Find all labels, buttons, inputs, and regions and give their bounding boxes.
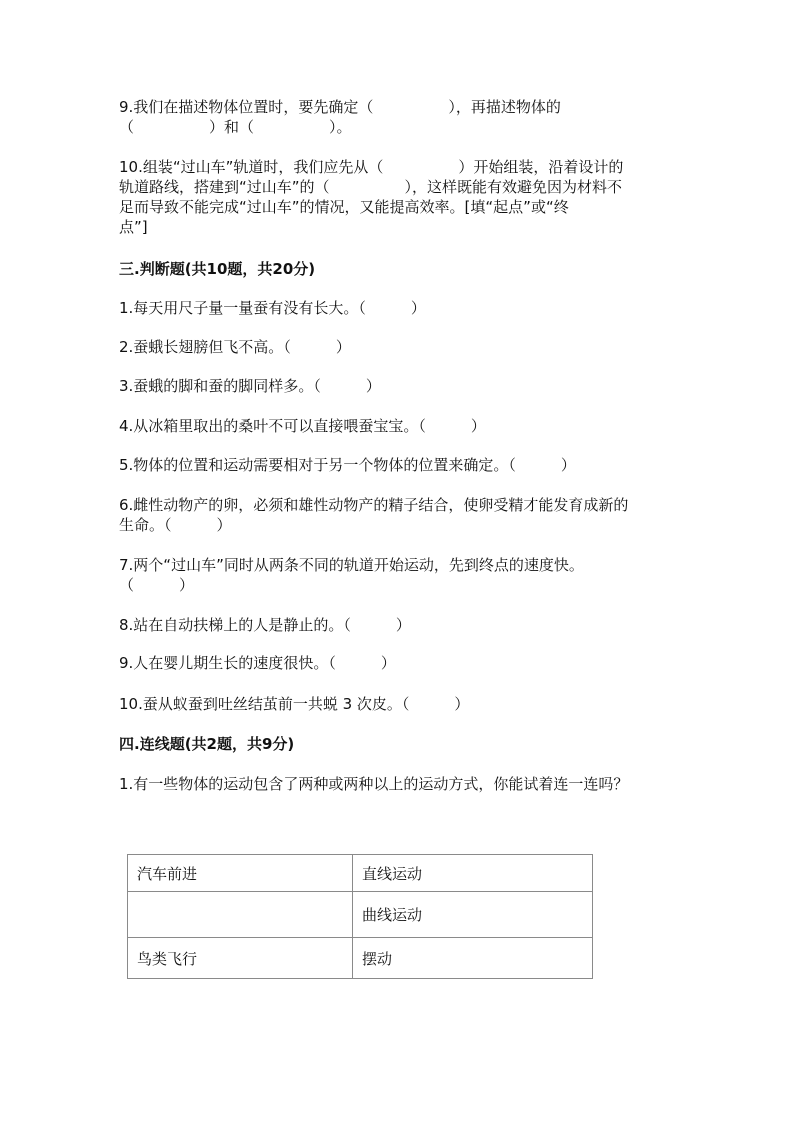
tf-question-3: 3.蚕蛾的脚和蚕的脚同样多。（ ）: [119, 377, 381, 395]
matching-table: [127, 854, 593, 979]
table-row: [128, 938, 593, 979]
table-cell: 鸟类飞行: [128, 938, 353, 979]
question-text-line: 足而导致不能完成“过山车”的情况，又能提高效率。[填“起点”或“终: [119, 198, 569, 216]
question-10-fill-in: [119, 157, 679, 237]
tf-question-4: 4.从冰箱里取出的桑叶不可以直接喂蚕宝宝。（ ）: [119, 417, 486, 435]
section-4-heading: 四.连线题(共2题，共9分): [119, 735, 295, 753]
tf-question-8: 8.站在自动扶梯上的人是静止的。（ ）: [119, 616, 411, 634]
tf-question-10: 10.蚕从蚁蚕到吐丝结茧前一共蜕 3 次皮。（ ）: [119, 695, 470, 713]
question-text-line: 轨道路线，搭建到“过山车”的（ ），这样既能有效避免因为材料不: [119, 178, 623, 196]
question-text-line: 7.两个“过山车”同时从两条不同的轨道开始运动，先到终点的速度快。: [119, 556, 584, 574]
question-text-line: （ ）: [119, 576, 195, 594]
tf-question-2: 2.蚕蛾长翅膀但飞不高。（ ）: [119, 338, 351, 356]
tf-question-9: 9.人在婴儿期生长的速度很快。（ ）: [119, 654, 396, 672]
table-cell: [128, 892, 353, 938]
tf-question-1: 1.每天用尺子量一量蚕有没有长大。（ ）: [119, 299, 426, 317]
matching-question-1: 1.有一些物体的运动包含了两种或两种以上的运动方式，你能试着连一连吗？: [119, 775, 629, 793]
question-text-line: （ ）和（ ）。: [119, 118, 352, 136]
table-row: [128, 892, 593, 938]
table-cell: 直线运动: [353, 855, 593, 892]
question-text-line: 点”]: [119, 218, 148, 236]
tf-question-6: [119, 495, 679, 535]
question-text-line: 10.组装“过山车”轨道时，我们应先从（ ）开始组装，沿着设计的: [119, 158, 624, 176]
section-3-heading: 三.判断题(共10题，共20分): [119, 260, 316, 278]
tf-question-7: [119, 555, 679, 595]
table-cell: 汽车前进: [128, 855, 353, 892]
question-9-fill-in: [119, 97, 679, 137]
table-cell: 摆动: [353, 938, 593, 979]
tf-question-5: 5.物体的位置和运动需要相对于另一个物体的位置来确定。（ ）: [119, 456, 576, 474]
question-text-line: 生命。（ ）: [119, 516, 232, 534]
table-row: [128, 855, 593, 892]
question-text-line: 6.雌性动物产的卵，必须和雄性动物产的精子结合，使卵受精才能发育成新的: [119, 496, 629, 514]
question-text-line: 9.我们在描述物体位置时，要先确定（ ），再描述物体的: [119, 98, 561, 116]
table-cell: 曲线运动: [353, 892, 593, 938]
